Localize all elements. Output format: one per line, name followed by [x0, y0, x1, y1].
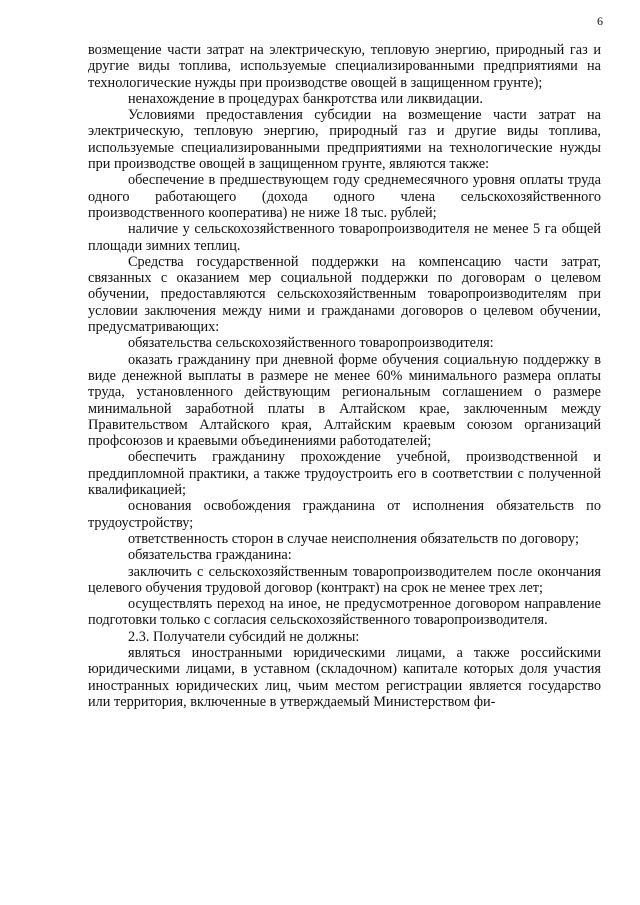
paragraph: обеспечение в предшествующем году среднемесячного уровня оплаты труда одного работающего (дохода одного члена сельскохозяйственного производственного кооператива) не ниже 18 тыс. рублей; [88, 172, 601, 221]
paragraph: обеспечить гражданину прохождение учебной, производственной и преддипломной практики, а также трудоустроить его в соответствии с полученной квалификацией; [88, 449, 601, 499]
paragraph: обязательства сельскохозяйственного товаропроизводителя: [128, 335, 494, 352]
paragraph: Условиями предоставления субсидии на возмещение части затрат на электрическую, тепловую энергию, природный газ и другие виды топлива, используемые специализированными предприятиями на технологические нужды при производстве овощей в защищенном грунте, являются также: [88, 107, 601, 173]
page-number: 6 [597, 14, 603, 28]
paragraph: осуществлять переход на иное, не предусмотренное договором направление подготовки только с согласия сельскохозяйственного товаропроизводителя. [88, 596, 601, 629]
paragraph: наличие у сельскохозяйственного товаропроизводителя не менее 5 га общей площади зимних теплиц. [88, 221, 601, 254]
paragraph: возмещение части затрат на электрическую, тепловую энергию, природный газ и другие виды топлива, используемые специализированными предприятиями на технологические нужды при производстве овощей в защищенном грунте); [88, 42, 601, 91]
paragraph: основания освобождения гражданина от исполнения обязательств по трудоустройству; [88, 498, 601, 531]
paragraph: обязательства гражданина: [128, 547, 292, 564]
paragraph: оказать гражданину при дневной форме обучения социальную поддержку в виде денежной выплаты в размере не менее 60% минимального размера оплаты труда, установленного действующим региональным соглашением о размере минимальной заработной платы в Алтайском крае, заключенным между Правительством Алтайского края, Алтайским краевым союзом организаций профсоюзов и краевыми объединениями работодателей; [88, 351, 601, 450]
paragraph: являться иностранными юридическими лицами, а также российскими юридическими лицами, в уставном (складочном) капитале которых доля участия иностранных юридических лиц, чьим местом регистрации является государство или территория, включенные в утверждаемый Министерством фи- [88, 644, 601, 710]
paragraph: Средства государственной поддержки на компенсацию части затрат, связанных с оказанием мер социальной поддержки по договорам о целевом обучении, предоставляются сельскохозяйственным товаропроизводителям при условии заключения между ними и гражданами договоров о целевом обучении, предусматривающих: [88, 253, 601, 336]
paragraph: ненахождение в процедурах банкротства или ликвидации. [128, 90, 483, 107]
paragraph: ответственность сторон в случае неисполнения обязательств по договору; [128, 530, 579, 547]
paragraph: 2.3. Получатели субсидий не должны: [128, 628, 360, 645]
paragraph: заключить с сельскохозяйственным товаропроизводителем после окончания целевого обучения трудовой договор (контракт) на срок не менее трех лет; [88, 563, 601, 596]
document-body [88, 42, 601, 710]
